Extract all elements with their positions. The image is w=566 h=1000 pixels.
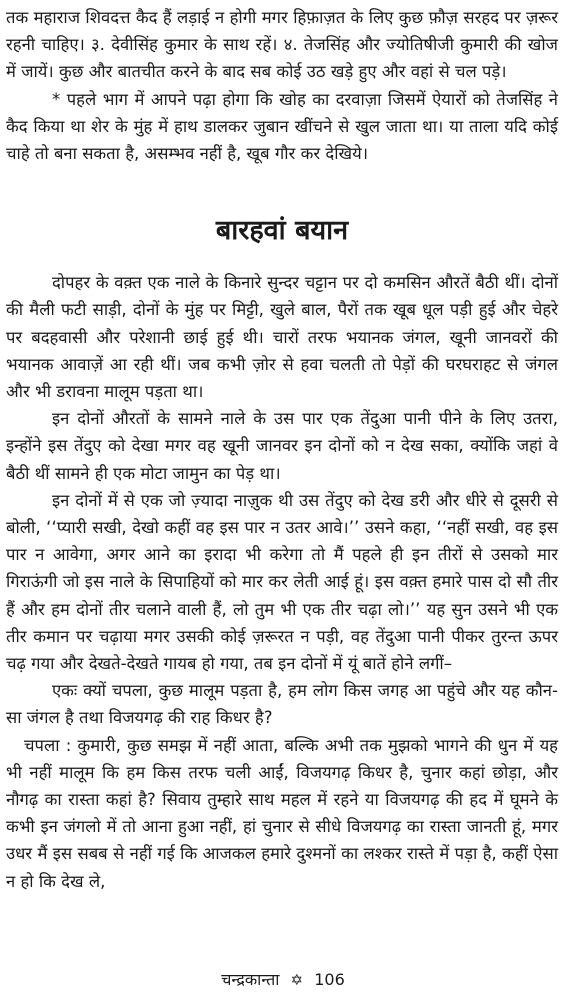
paragraph: दोपहर के वक़्त एक नाले के किनारे सुन्दर चट्टान पर दो कमसिन औरतें बैठी थीं। दोनों की मैली फटी साड़ी, दोनों के मुंह पर मिट्टी, खुले बाल, पैरों तक खूब धूल पड़ी हुई और चेहरे पर बदहवासी और परेशानी छाई हुई थी। चारों तरफ भयानक जंगल, खूनी जानवरों की भयानक आवाज़ें आ रही थीं। जब कभी ज़ोर से हवा चलती तो पेड़ों की घरघराहट से जंगल और भी डरावना मालूम पड़ता था। xyxy=(6,273,558,402)
dialogue-paragraph: चपला : कुमारी, कुछ समझ में नहीं आता, बल्कि अभी तक मुझको भागने की धुन में यह भी नहीं मालूम कि हम किस तरफ चली आईं, विजयगढ़ किधर है, चुनार कहां छोड़ा, और नौगढ़ का रास्ता कहां है? सिवाय तुम्हारे साथ महल में रहने या विजयगढ़ की हद में घूमने के कभी इन जंगलो में तो आना हुआ नहीं, हां चुनार से सीधे विजयगढ़ का रास्ता जानती हूं, मगर उधर मैं इस सबब से नहीं गई कि आजकल हमारे दुश्मनों का लश्कर रास्ते में पड़ा है, कहीं ऐसा न हो कि देख ले, xyxy=(6,735,558,891)
chapter-title: बारहवां बयान xyxy=(215,215,349,247)
paragraph: इन दोनों औरतों के सामने नाले के उस पार एक तेंदुआ पानी पीने के लिए उतरा, इन्होंने इस तेंदुए को देखा मगर वह खूनी जानवर इन दोनों को न देख सका, क्योंकि जहां वे बैठी थीं सामने ही एक मोटा जामुन का पेड़ था। xyxy=(6,409,558,483)
star-of-david-icon: ✡ xyxy=(290,971,304,989)
footnote-paragraph: * पहले भाग में आपने पढ़ा होगा कि खोह का दरवाज़ा जिसमें ऐयारों को तेजसिंह ने कैद किया था शेर के मुंह में हाथ डालकर जुबान खींचने से खुल जाता था। या ताला यदि कोई चाहे तो बना सकता है, असम्भव नहीं है, खूब गौर कर देखिये। xyxy=(6,89,558,164)
page-footer xyxy=(0,968,566,992)
paragraph: इन दोनों में से एक जो ज़्यादा नाज़ुक थी उस तेंदुए को देख डरी और धीरे से दूसरी से बोली, ‘‘प्यारी सखी, देखो कहीं वह इस पार न उतर आवे।’’ उसने कहा, ‘‘नहीं सखी, वह इस पार न आवेगा, अगर आने का इरादा भी करेगा तो मैं पहले ही इन तीरों से उसको मार गिराऊंगी जो इस नाले के सिपाहियों को मार कर लेती आई हूं। इस वक़्त हमारे पास दो सौ तीर हैं और हम दोनों तीर चलाने वाली हैं, लो तुम भी एक तीर चढ़ा लो।’’ यह सुन उसने भी एक तीर कमान पर चढ़ाया मगर उसकी कोई ज़रूरत न पड़ी, वह तेंदुआ पानी पीकर तुरन्त ऊपर चढ़ गया और देखते-देखते गायब हो गया, तब इन दोनों में यूं बातें होने लगीं– xyxy=(6,490,558,674)
page-body xyxy=(6,4,558,895)
page-number: 106 xyxy=(314,970,345,989)
book-title: चन्द्रकान्ता xyxy=(221,970,280,989)
dialogue-paragraph: एकः क्यों चपला, कुछ मालूम पड़ता है, हम लोग किस जगह आ पहुंचे और यह कौन-सा जंगल है तथा विजयगढ़ की राह किधर है? xyxy=(6,681,558,728)
paragraph-continued: तक महाराज शिवदत्त कैद हैं लड़ाई न होगी मगर हिफ़ाज़त के लिए कुछ फ़ौज़ सरहद पर ज़रूर रहनी चाहिए। ३. देवीसिंह कुमार के साथ रहें। ४. तेजसिंह और ज्योतिषीजी कुमारी की खोज में जायें। कुछ और बातचीत करने के बाद सब कोई उठ खड़े हुए और वहां से चल पड़े। xyxy=(6,8,558,82)
